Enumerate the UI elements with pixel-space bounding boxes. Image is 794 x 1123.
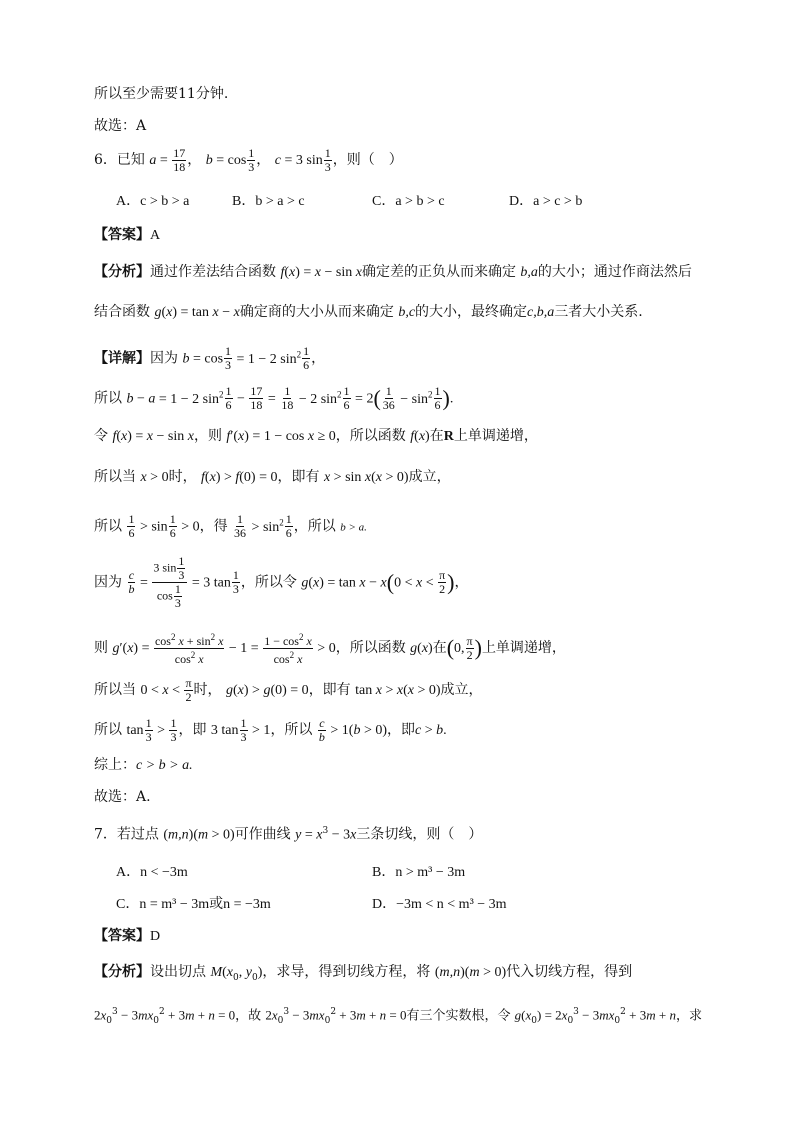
option-a: A．c > b > a (116, 194, 190, 209)
text-line: 故选：A (94, 118, 147, 134)
analysis-line: 结合函数 g(x) = tan x − x确定商的大小从而来确定 b,c的大小，最终确定c,b,a三者大小关系. (94, 304, 643, 320)
detail-line: 则 g′(x) = $\frac{\cos^2 x + \sin^2 x}{\cos^2 x}$ − 1 = $\frac{1 - \cos^2 x}{\cos^2 x}$ > 0，所以函数 g(x)在(0, $\frac{\pi}{2}$ )上单调递增， (94, 631, 566, 666)
detail-line: 【详解】因为 b = cos $\frac{1}{3}$ = 1 − 2 $\sin^2$ $\frac{1}{6}$ ， (94, 344, 326, 373)
analysis-line: 【分析】设出切点 $M(x_0$, $y_0$)，求导，得到切线方程，将 (m,n)(m > 0)代入切线方程，得到 (94, 964, 633, 983)
analysis-line: 【分析】通过作差法结合函数 f(x) = x − sin x确定差的正负从而来确定 b,a的大小；通过作商法然后 (94, 264, 692, 280)
option-c: C．n = m³ − 3m或n = −3m (116, 897, 271, 912)
question-7: 7．若过点 (m,n)(m > 0)可作曲线 $y = x^3 - 3x$三条切线，则（ ） (94, 826, 483, 843)
summary-line: 综上：c > b > a. (94, 757, 193, 773)
detail-line: 所以 tan $\frac{1}{3}$ > $\frac{1}{3}$ ，即 3 tan $\frac{1}{3}$ > 1，所以 $\frac{c}{b}$ > 1(b > 0)，即c > b. (94, 715, 447, 744)
detail-line: 令 f(x) = x − sin x，则 f′(x) = 1 − cos x ≥ 0，所以函数 f(x)在R上单调递增， (94, 428, 538, 444)
option-d: D．a > c > b (509, 194, 583, 209)
analysis-line: $2x_0^3 - 3mx_0^2 + 3m + n = 0$，故 $2x_0^3 - 3mx_0^2 + 3m + n = 0$有三个实数根，令 $g(x_0) = 2x_0^3 - 3mx_0^2 + 3m + n$，求 (94, 1007, 702, 1026)
detail-line: 因为 $\frac{c}{b}$ = 3 sin $\frac{1}{3}$ cos $\frac{1}{3}$ = 3 tan $\frac{1}{3}$ ，所以令 g(x) = tan x − x(0 < x < $\frac{\pi}{2}$ )， (94, 554, 469, 610)
option-b: B．b > a > c (232, 194, 305, 209)
text-line: 所以至少需要11分钟. (94, 86, 229, 102)
option-a: A．n < −3m (116, 865, 188, 880)
option-c: C．a > b > c (372, 194, 445, 209)
question-6: 6．已知 a = $\frac{17}{18}$ ， b = cos $\frac{1}{3}$ ， c = 3 sin $\frac{1}{3}$ ，则（ ） (94, 145, 403, 174)
detail-line: 所以 b − a = 1 − 2 $\sin^2$ $\frac{1}{6}$ − $\frac{17}{18}$ = $\frac{1}{18}$ − 2 $\sin^2$ $\frac{1}{6}$ = 2( $\frac{1}{36}$ − $\sin^2$ $\frac{1}{6}$ ). (94, 384, 454, 413)
option-b: B．n > m³ − 3m (372, 865, 466, 880)
detail-line: 所以当 0 < x < $\frac{\pi}{2}$ 时， g(x) > g(0) = 0，即有 tan x > x(x > 0)成立， (94, 675, 483, 704)
text-line: 故选：A. (94, 789, 151, 805)
answer-line: 【答案】A (94, 227, 161, 243)
answer-line: 【答案】D (94, 928, 161, 944)
detail-line: 所以 $\frac{1}{6}$ > sin $\frac{1}{6}$ > 0，得 $\frac{1}{36}$ > $\sin^2$ $\frac{1}{6}$ ，所以 b > a. (94, 512, 367, 541)
option-d: D．−3m < n < m³ − 3m (372, 897, 507, 912)
detail-line: 所以当 x > 0时， f(x) > f(0) = 0，即有 x > sin x(x > 0)成立， (94, 469, 451, 485)
